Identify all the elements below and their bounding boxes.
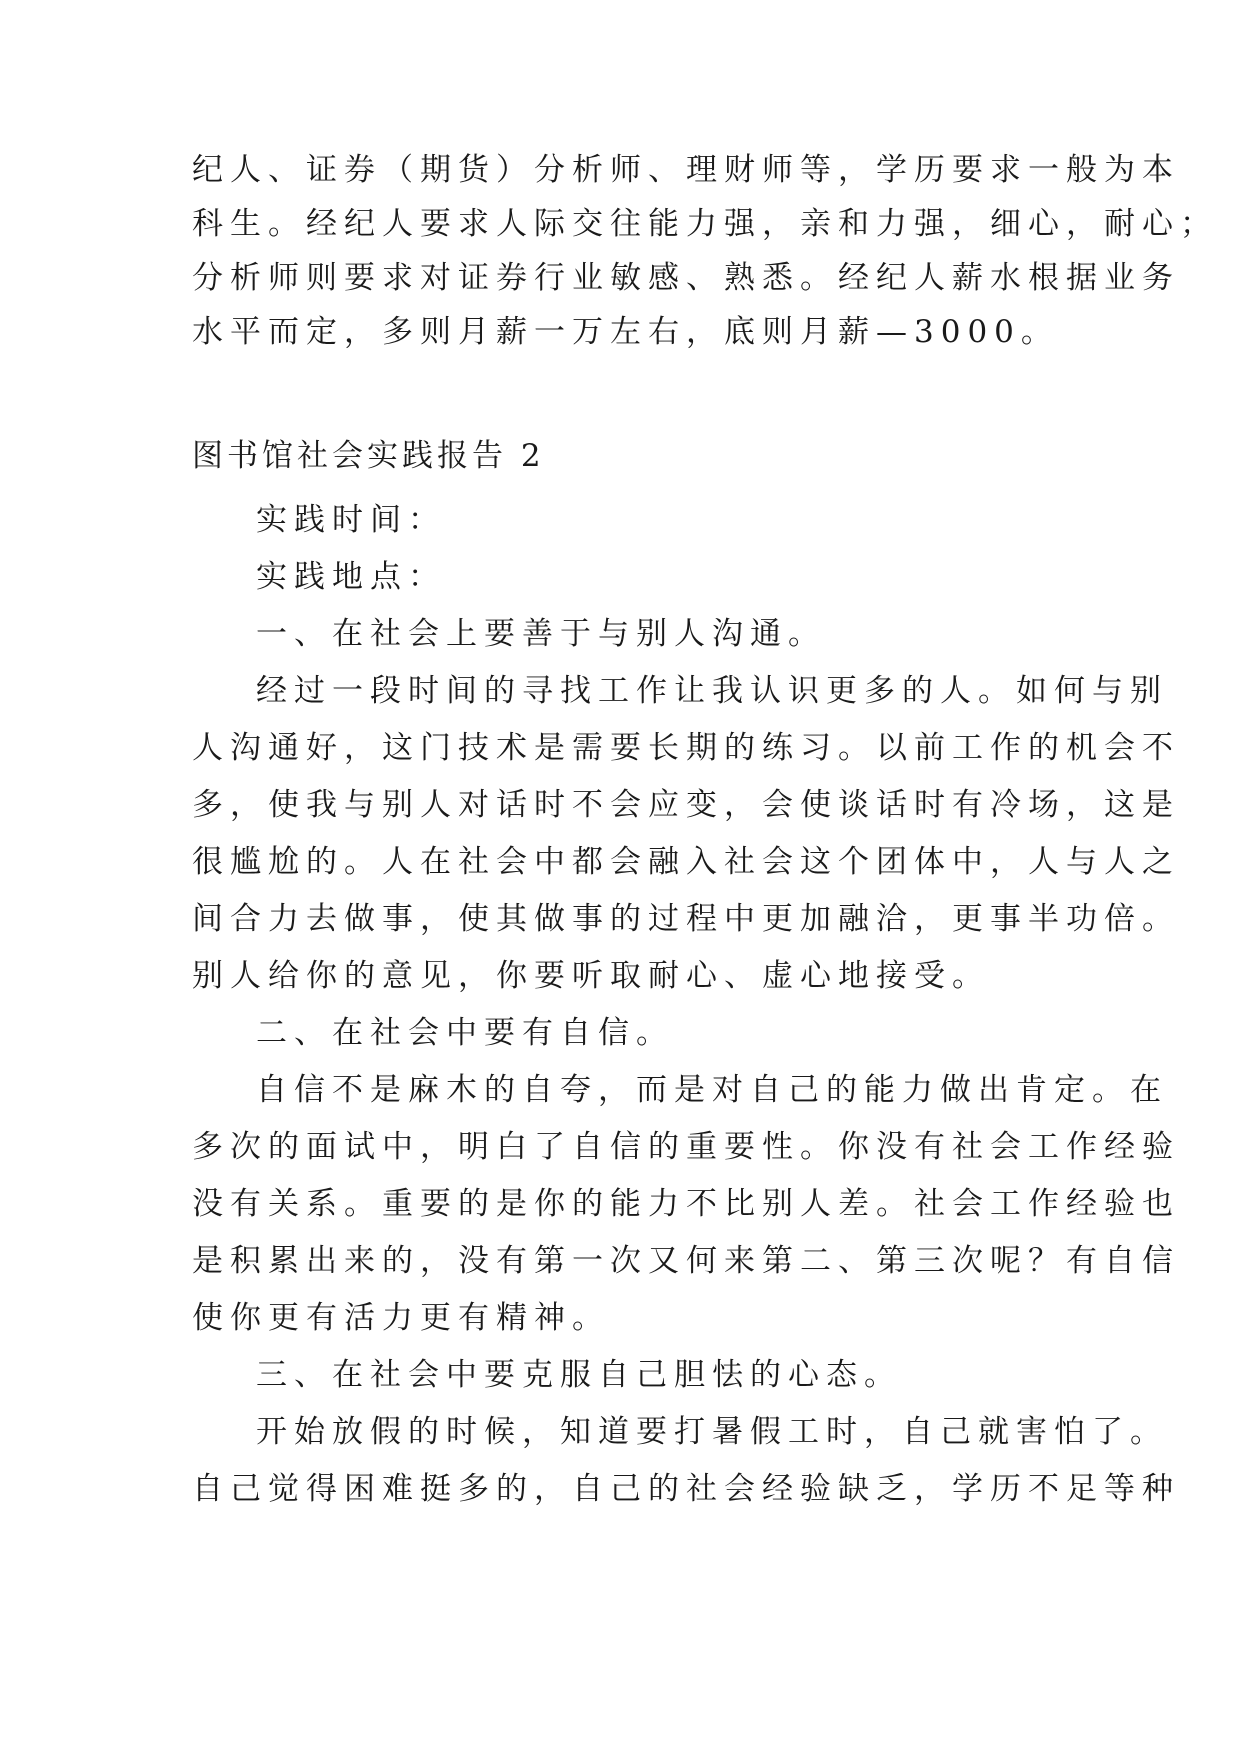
text-line: 水平而定，多则月薪一万左右，底则月薪—3000。 <box>192 314 1059 350</box>
text-line: 很尴尬的。人在社会中都会融入社会这个团体中，人与人之 <box>192 844 1180 880</box>
text-line: 纪人、证券（期货）分析师、理财师等，学历要求一般为本 <box>192 152 1180 188</box>
text-line: 人沟通好，这门技术是需要长期的练习。以前工作的机会不 <box>192 730 1180 766</box>
text-line: 多，使我与别人对话时不会应变，会使谈话时有冷场，这是 <box>192 787 1180 823</box>
text-line: 二、在社会中要有自信。 <box>256 1015 674 1051</box>
text-line: 间合力去做事，使其做事的过程中更加融洽，更事半功倍。 <box>192 901 1180 937</box>
text-line: 开始放假的时候，知道要打暑假工时，自己就害怕了。 <box>256 1414 1168 1450</box>
text-line: 是积累出来的，没有第一次又何来第二、第三次呢？有自信 <box>192 1243 1180 1279</box>
text-line: 多次的面试中，明白了自信的重要性。你没有社会工作经验 <box>192 1129 1180 1165</box>
text-line: 三、在社会中要克服自己胆怯的心态。 <box>256 1357 902 1393</box>
text-line: 实践时间： <box>256 502 446 538</box>
section-title: 图书馆社会实践报告 2 <box>192 438 545 474</box>
text-line: 使你更有活力更有精神。 <box>192 1300 610 1336</box>
text-line: 自信不是麻木的自夸，而是对自己的能力做出肯定。在 <box>256 1072 1168 1108</box>
text-line: 经过一段时间的寻找工作让我认识更多的人。如何与别 <box>256 673 1168 709</box>
text-line: 科生。经纪人要求人际交往能力强，亲和力强，细心，耐心； <box>192 206 1218 242</box>
text-line: 一、在社会上要善于与别人沟通。 <box>256 616 826 652</box>
text-line: 自己觉得困难挺多的，自己的社会经验缺乏，学历不足等种 <box>192 1471 1180 1507</box>
text-line: 别人给你的意见，你要听取耐心、虚心地接受。 <box>192 958 990 994</box>
document-body <box>192 0 1218 1754</box>
text-line: 实践地点： <box>256 559 446 595</box>
text-line: 没有关系。重要的是你的能力不比别人差。社会工作经验也 <box>192 1186 1180 1222</box>
text-line: 分析师则要求对证券行业敏感、熟悉。经纪人薪水根据业务 <box>192 260 1180 296</box>
